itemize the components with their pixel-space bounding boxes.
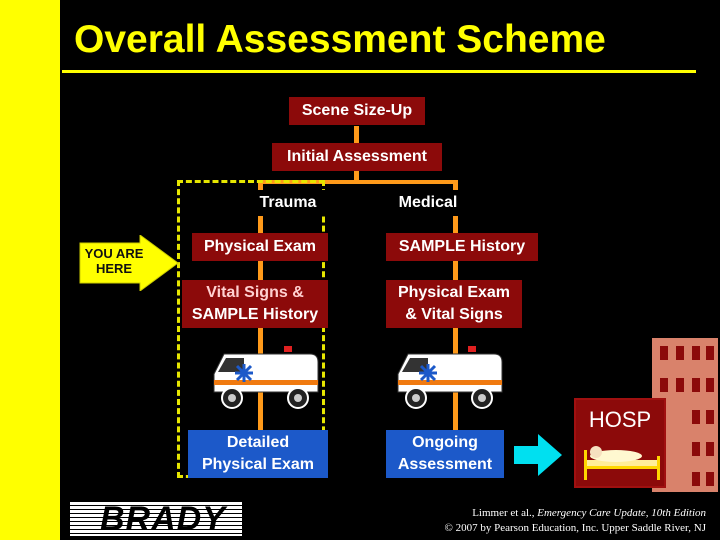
detailed-line1: Detailed — [226, 434, 290, 451]
vital-signs-line1: Vital Signs & — [206, 284, 304, 301]
ongoing-assessment-box — [386, 430, 504, 478]
initial-assessment-box — [272, 143, 442, 171]
cyan-arrow-icon — [512, 432, 564, 478]
yellow-side-bar — [0, 0, 60, 540]
initial-assessment-label: Initial Assessment — [287, 148, 427, 165]
credit-line1-italic: Emergency Care Update, 10th Edition — [537, 507, 706, 519]
connector-sizeup-initial — [354, 126, 359, 144]
ongoing-line2: Assessment — [397, 456, 493, 473]
hospital-sign — [574, 398, 666, 488]
publisher-credit — [266, 506, 706, 536]
hospital-label: HOSP — [588, 407, 652, 432]
physical-vital-line1: Physical Exam — [397, 284, 511, 301]
credit-line2: © 2007 by Pearson Education, Inc. Upper Saddle River, NJ — [444, 522, 706, 534]
sample-history-box — [386, 233, 538, 261]
you-are-here-label — [82, 246, 146, 276]
medical-box — [386, 190, 470, 216]
vital-signs-sample-box — [182, 280, 328, 328]
detailed-line2: Physical Exam — [201, 456, 315, 473]
physical-vital-line2: & Vital Signs — [405, 306, 503, 323]
scene-sizeup-box — [289, 97, 425, 125]
physical-exam-label: Physical Exam — [203, 238, 317, 255]
page-title: Overall Assessment Scheme — [74, 18, 606, 61]
trauma-box — [244, 190, 332, 216]
ambulance-icon-medical — [394, 344, 506, 414]
you-are-here-line2: HERE — [95, 261, 133, 276]
credit-line1 — [266, 506, 706, 521]
physical-exam-box — [192, 233, 328, 261]
ongoing-line1: Ongoing — [412, 434, 478, 451]
credit-line1-prefix: Limmer et al., — [472, 507, 538, 519]
trauma-label: Trauma — [259, 194, 317, 211]
vital-signs-line2: SAMPLE History — [191, 306, 319, 323]
logo-text: BRADY — [100, 502, 226, 536]
ambulance-icon-trauma — [210, 344, 322, 414]
hospital-bed-icon — [582, 442, 662, 482]
medical-label: Medical — [398, 194, 458, 211]
sample-history-label: SAMPLE History — [398, 238, 526, 255]
scene-sizeup-label: Scene Size-Up — [301, 102, 413, 119]
you-are-here-line1: YOU ARE — [84, 246, 144, 261]
physical-exam-vitals-box — [386, 280, 522, 328]
detailed-physical-exam-box — [188, 430, 328, 478]
title-underline — [62, 70, 696, 73]
brady-logo — [70, 502, 242, 536]
